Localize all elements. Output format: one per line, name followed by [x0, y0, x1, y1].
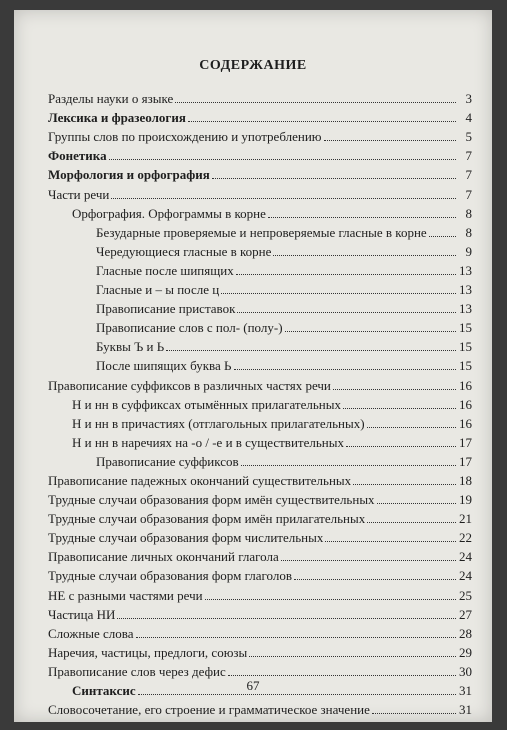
page-number: 67: [246, 678, 260, 693]
toc-entry-title: Части речи: [48, 186, 110, 202]
dot-leader: [346, 446, 456, 447]
toc-entry: [48, 240, 472, 259]
toc-entry-page: 21: [459, 511, 472, 527]
dot-leader: [353, 484, 456, 485]
toc-entry-title: Фонетика: [48, 148, 107, 164]
dot-leader: [333, 389, 456, 390]
toc-entry-title: Н и нн в суффиксах отымённых прилагательных: [72, 396, 341, 412]
dot-leader: [228, 675, 456, 676]
toc-entry-page: 7: [465, 148, 472, 164]
toc-entry-page: 16: [459, 377, 472, 393]
toc-entry-title: Разделы науки о языке: [48, 91, 174, 107]
toc-entry: [48, 393, 472, 412]
dot-leader: [205, 599, 456, 600]
toc-entry-title: Трудные случаи образования форм числительных: [48, 530, 324, 546]
toc-entry: [48, 163, 472, 182]
dot-leader: [221, 293, 456, 294]
toc-entry-page: 24: [459, 568, 472, 584]
toc-entry: [48, 316, 472, 335]
toc-entry: [48, 144, 472, 163]
toc-entry-page: 29: [459, 644, 472, 660]
toc-entry: [48, 603, 472, 622]
toc-entry-page: 7: [465, 167, 472, 183]
toc-entry-title: Трудные случаи образования форм имён существительных: [48, 492, 375, 508]
dot-leader: [268, 217, 456, 218]
toc-entry-page: 17: [459, 434, 472, 450]
toc-entry-page: 5: [465, 129, 472, 145]
dot-leader: [175, 102, 456, 103]
toc-entry-page: 19: [459, 492, 472, 508]
toc-entry-page: 16: [459, 396, 472, 412]
toc-entry-title: Синтаксис: [72, 683, 136, 698]
toc-entry-title: Правописание приставок: [96, 301, 236, 317]
dot-leader: [343, 408, 456, 409]
toc-entry: [48, 297, 472, 316]
dot-leader: [281, 560, 456, 561]
toc-entry-page: 22: [459, 530, 472, 546]
dot-leader: [117, 618, 456, 619]
dot-leader: [377, 503, 456, 504]
toc-entry-title: Правописание слов через дефис: [48, 663, 226, 679]
dot-leader: [236, 274, 456, 275]
toc-entry-title: Правописание суффиксов: [96, 453, 239, 469]
toc-entry-page: 3: [465, 91, 472, 107]
dot-leader: [212, 178, 456, 179]
toc-entry-title: Правописание слов с пол- (полу-): [96, 320, 283, 336]
toc-entry-title: Наречия, частицы, предлоги, союзы: [48, 644, 248, 660]
toc-entry: [48, 221, 472, 240]
toc-entry-title: Трудные случаи образования форм имён прилагательных: [48, 511, 366, 527]
toc-entry-page: 13: [459, 301, 472, 317]
toc-entry-page: 28: [459, 625, 472, 641]
toc-entry: [48, 583, 472, 602]
dot-leader: [249, 656, 456, 657]
toc-entry: [48, 698, 472, 717]
toc-entry: [48, 354, 472, 373]
toc-entry-title: Безударные проверяемые и непроверяемые гласные в корне: [96, 224, 427, 240]
toc-entry: [48, 526, 472, 545]
toc-entry: [48, 125, 472, 144]
toc-entry: [48, 87, 472, 106]
dot-leader: [429, 236, 456, 237]
toc-entry-title: Группы слов по происхождению и употреблению: [48, 129, 322, 145]
toc-entry-page: 9: [465, 243, 472, 259]
book-page: [14, 10, 492, 722]
toc-entry-page: 13: [459, 282, 472, 298]
toc-entry-page: 13: [459, 262, 472, 278]
toc-entry-title: Н и нн в наречиях на -о / -е и в существительных: [72, 434, 344, 450]
dot-leader: [325, 541, 456, 542]
dot-leader: [136, 637, 456, 638]
toc-entry: [48, 431, 472, 450]
toc-entry-title: Гласные после шипящих: [96, 262, 234, 278]
toc-entry-title: Морфология и орфография: [48, 167, 210, 183]
toc-entry: [48, 278, 472, 297]
toc-entry-page: 15: [459, 339, 472, 355]
toc-entry: [48, 373, 472, 392]
toc-entry-page: 30: [459, 663, 472, 679]
toc-entry-title: Лексика и фразеология: [48, 110, 186, 126]
dot-leader: [372, 713, 456, 714]
toc-entry-title: Трудные случаи образования форм глаголов: [48, 568, 292, 584]
toc-entry: [48, 507, 472, 526]
toc-entry: [48, 488, 472, 507]
toc-entry-page: 24: [459, 549, 472, 565]
dot-leader: [234, 369, 457, 370]
toc-entry-page: 4: [465, 110, 472, 126]
toc-entry-page: 7: [465, 186, 472, 202]
toc-entry-page: 31: [459, 683, 472, 698]
toc-entry-title: Гласные и – ы после ц: [96, 282, 220, 298]
dot-leader: [324, 140, 457, 141]
toc-entry-title: Чередующиеся гласные в корне: [96, 243, 272, 259]
toc-entry: [48, 469, 472, 488]
toc-entry-title: Сложные слова: [48, 625, 134, 641]
toc-entry: [48, 545, 472, 564]
dot-leader: [285, 331, 456, 332]
dot-leader: [273, 255, 456, 256]
toc-entry-page: 15: [459, 358, 472, 374]
toc-entry-title: Орфография. Орфограммы в корне: [72, 205, 266, 221]
toc-entry-page: 18: [459, 472, 472, 488]
toc-entry-page: 16: [459, 415, 472, 431]
dot-leader: [138, 694, 456, 695]
toc-entry-page: 8: [465, 205, 472, 221]
toc-entry: [48, 450, 472, 469]
toc-entry: [48, 335, 472, 354]
toc-entry-page: 25: [459, 587, 472, 603]
toc-entry-title: Частица НИ: [48, 606, 116, 622]
dot-leader: [367, 522, 456, 523]
toc-entry: [48, 259, 472, 278]
toc-entry-page: 8: [465, 224, 472, 240]
dot-leader: [237, 312, 456, 313]
toc-entry-title: Правописание личных окончаний глагола: [48, 549, 279, 565]
dot-leader: [111, 198, 456, 199]
toc-entry-page: 17: [459, 453, 472, 469]
toc-entry: [48, 182, 472, 201]
dot-leader: [188, 121, 456, 122]
toc-entry-title: Буквы Ъ и Ь: [96, 339, 165, 355]
toc-entry-title: Словосочетание, его строение и грамматическое значение: [48, 702, 370, 718]
toc-entry: [48, 106, 472, 125]
toc-entry-title: Н и нн в причастиях (отглагольных прилагательных): [72, 415, 365, 431]
toc-entry-title: После шипящих буква Ь: [96, 358, 232, 374]
toc-entry-page: 27: [459, 606, 472, 622]
dot-leader: [294, 579, 456, 580]
toc-entry-title: НЕ с разными частями речи: [48, 587, 203, 603]
dot-leader: [166, 350, 456, 351]
toc-entry-title: Правописание суффиксов в различных частях речи: [48, 377, 331, 393]
toc-entry: [48, 202, 472, 221]
dot-leader: [367, 427, 456, 428]
toc-entry-page: 15: [459, 320, 472, 336]
toc-entry-title: Правописание падежных окончаний существительных: [48, 472, 352, 488]
toc-entry: [48, 641, 472, 660]
dot-leader: [109, 159, 456, 160]
dot-leader: [241, 465, 456, 466]
toc-entry: [48, 622, 472, 641]
table-of-contents: [48, 87, 472, 717]
toc-entry: [48, 412, 472, 431]
toc-entry: [48, 564, 472, 583]
page-title: СОДЕРЖАНИЕ: [199, 58, 307, 73]
toc-entry-page: 31: [459, 702, 472, 718]
toc-entry: [48, 660, 472, 679]
